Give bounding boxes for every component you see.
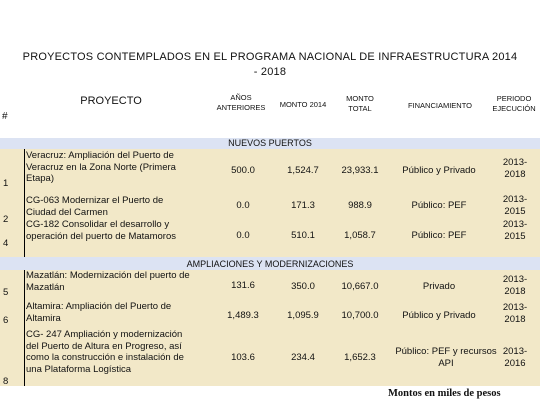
header-total-line-1: MONTO: [346, 94, 374, 103]
row-index: 2: [3, 214, 9, 225]
projects-table: [0, 138, 540, 386]
row-project-line: Altamira: Ampliación del Puerto de: [26, 301, 172, 312]
row-project-line: Veracruz: Ampliación del Puerto de: [26, 150, 174, 161]
row-prior: 500.0: [231, 165, 255, 176]
row-period-line: 2018: [504, 314, 526, 325]
row-prior: 0.0: [236, 200, 250, 211]
row-project: [26, 219, 221, 242]
header-period-line-2: EJECUCIÓN: [492, 104, 536, 113]
row-project-line: CG-063 Modernizar el Puerto de: [26, 195, 164, 206]
row-period-line: 2013-: [502, 194, 528, 205]
header-financing: FINANCIAMIENTO: [407, 101, 473, 110]
row-total: 1,652.3: [344, 352, 376, 363]
row-project: [26, 150, 221, 185]
row-total: 1,058.7: [344, 230, 376, 241]
row-period-line: 2018: [504, 169, 526, 180]
title-line-1: PROYECTOS CONTEMPLADOS EN EL PROGRAMA NACIONAL DE INFRAESTRUCTURA 2014: [22, 51, 518, 63]
row-index: 8: [3, 376, 9, 387]
row-project: [26, 301, 221, 324]
row-project-line: Altamira: [26, 312, 61, 324]
row-financing: Público: PEF: [411, 230, 467, 241]
row-project-line: como la construcción e instalación de: [26, 352, 184, 363]
row-financing-line: Público: PEF y recursos: [395, 346, 497, 357]
header-total: [336, 94, 384, 114]
page-title: [0, 50, 540, 80]
header-prior-years-line-2: ANTERIORES: [216, 103, 266, 112]
header-prior-years: [212, 93, 270, 113]
header-index: #: [2, 111, 8, 122]
row-index: 6: [3, 315, 9, 326]
header-amount-2014: MONTO 2014: [279, 100, 327, 109]
row-period-line: 2013-: [502, 346, 528, 357]
header-period: [488, 94, 540, 114]
row-total: 10,667.0: [341, 281, 379, 292]
row-period-line: 2015: [504, 231, 526, 242]
row-financing: Privado: [422, 281, 456, 292]
header-total-line-2: TOTAL: [348, 104, 372, 113]
row-period: [490, 346, 540, 370]
title-line-2: - 2018: [253, 66, 287, 78]
row-period-line: 2013-: [502, 219, 528, 230]
row-project: [26, 270, 221, 293]
row-project: [26, 329, 221, 375]
row-index: 1: [3, 178, 9, 189]
row-period-line: 2016: [504, 358, 526, 369]
row-financing-line: API: [438, 358, 454, 369]
row-project-line: Ciudad del Carmen: [26, 206, 108, 218]
row-project-line: CG-182 Consolidar el desarrollo y: [26, 219, 170, 230]
row-prior: 1,489.3: [227, 310, 259, 321]
row-financing: Público y Privado: [402, 310, 476, 321]
amounts-note: Montos en miles de pesos: [388, 388, 501, 399]
row-index: 5: [3, 287, 9, 298]
row-total: 10,700.0: [341, 310, 379, 321]
row-project-line: Etapa): [26, 173, 54, 184]
row-period: [490, 219, 540, 243]
row-amount-2014: 350.0: [291, 281, 315, 292]
row-project-line: Veracruz en la Zona Norte (Primera: [26, 161, 176, 173]
header-prior-years-line-1: AÑOS: [230, 93, 252, 102]
section-expansions: AMPLIACIONES Y MODERNIZACIONES: [186, 259, 354, 269]
row-amount-2014: 1,524.7: [287, 165, 319, 176]
row-prior: 0.0: [236, 230, 250, 241]
row-period-line: 2015: [504, 206, 526, 217]
row-period: [490, 157, 540, 181]
section-new-ports: NUEVOS PUERTOS: [228, 138, 312, 148]
row-project-line: una Plataforma Logística: [26, 363, 132, 375]
row-amount-2014: 1,095.9: [287, 310, 319, 321]
row-period-line: 2013-: [502, 302, 528, 313]
row-project-line: del Puerto de Altura en Progreso, así: [26, 340, 182, 352]
column-divider: [24, 270, 25, 386]
row-period: [490, 194, 540, 218]
row-project-line: Mazatlán: Modernización del puerto de: [26, 270, 190, 281]
row-financing: Público y Privado: [402, 165, 476, 176]
row-total: 23,933.1: [341, 165, 379, 176]
row-prior: 103.6: [231, 352, 255, 363]
row-amount-2014: 171.3: [291, 200, 315, 211]
row-period-line: 2013-: [502, 274, 528, 285]
row-total: 988.9: [348, 200, 372, 211]
row-project-line: Mazatlán: [26, 281, 65, 293]
row-prior: 131.6: [231, 280, 255, 291]
row-period-line: 2013-: [502, 157, 528, 168]
row-financing: Público: PEF: [411, 200, 467, 211]
row-period: [490, 274, 540, 298]
row-period-line: 2018: [504, 286, 526, 297]
row-project-line: operación del puerto de Matamoros: [26, 230, 176, 242]
header-project: PROYECTO: [80, 95, 142, 107]
row-amount-2014: 234.4: [291, 352, 315, 363]
row-index: 4: [3, 238, 9, 249]
header-period-line-1: PERIODO: [496, 94, 532, 103]
row-project: [26, 195, 221, 218]
row-amount-2014: 510.1: [291, 230, 315, 241]
column-divider: [24, 149, 25, 257]
row-period: [490, 302, 540, 326]
row-project-line: CG- 247 Ampliación y modernización: [26, 329, 183, 340]
